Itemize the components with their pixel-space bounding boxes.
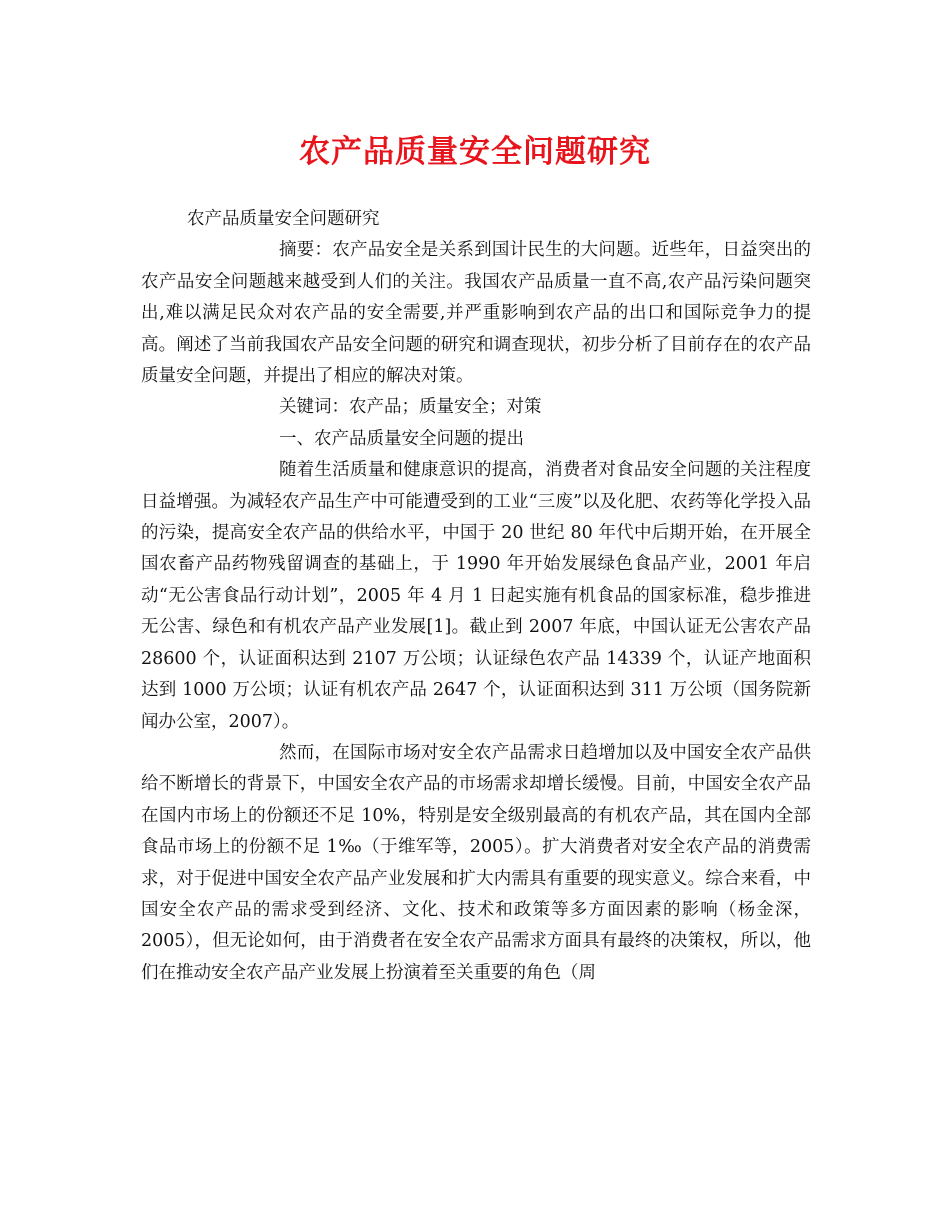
keywords-line: 关键词：农产品；质量安全；对策: [279, 397, 542, 418]
section-heading: 一、农产品质量安全问题的提出: [279, 428, 524, 449]
abstract-paragraph: 摘要：农产品安全是关系到国计民生的大问题。近些年，日益突出的农产品安全问题越来越受到人们的关注。我国农产品质量一直不高,农产品污染问题突出,难以满足民众对农产品的安全需要,并严重影响到农产品的出口和国际竞争力的提高。阐述了当前我国农产品安全问题的研究和调查现状，初步分析了目前存在的农产品质量安全问题，并提出了相应的解决对策。: [141, 240, 811, 387]
document-subtitle: 农产品质量安全问题研究: [187, 209, 380, 229]
document-body: [141, 204, 811, 989]
body-paragraph-1: 随着生活质量和健康意识的提高，消费者对食品安全问题的关注程度日益增强。为减轻农产品生产中可能遭受到的工业“三废”以及化肥、农药等化学投入品的污染，提高安全农产品的供给水平，中国于 20 世纪 80 年代中后期开始，在开展全国农畜产品药物残留调查的基础上，于 1990 年开始发展绿色食品产业，2001 年启动“无公害食品行动计划”，2005 年 4 月 1 日起实施有机食品的国家标准，稳步推进无公害、绿色和有机农产品产业发展[1]。截止到 2007 年底，中国认证无公害农产品 28600 个，认证面积达到 2107 万公顷；认证绿色农产品 14339 个，认证产地面积达到 1000 万公顷；认证有机农产品 2647 个，认证面积达到 311 万公顷（国务院新闻办公室，2007）。: [141, 460, 811, 732]
body-paragraph-2: 然而，在国际市场对安全农产品需求日趋增加以及中国安全农产品供给不断增长的背景下，中国安全农产品的市场需求却增长缓慢。目前，中国安全农产品在国内市场上的份额还不足 10%，特别是安全级别最高的有机农产品，其在国内全部食品市场上的份额不足 1‰（于维军等，2005）。扩大消费者对安全农产品的消费需求，对于促进中国安全农产品产业发展和扩大内需具有重要的现实意义。综合来看，中国安全农产品的需求受到经济、文化、技术和政策等多方面因素的影响（杨金深，2005），但无论如何，由于消费者在安全农产品需求方面具有最终的决策权，所以，他们在推动安全农产品产业发展上扮演着至关重要的角色（周: [141, 742, 811, 983]
document-title: 农产品质量安全问题研究: [299, 134, 651, 170]
